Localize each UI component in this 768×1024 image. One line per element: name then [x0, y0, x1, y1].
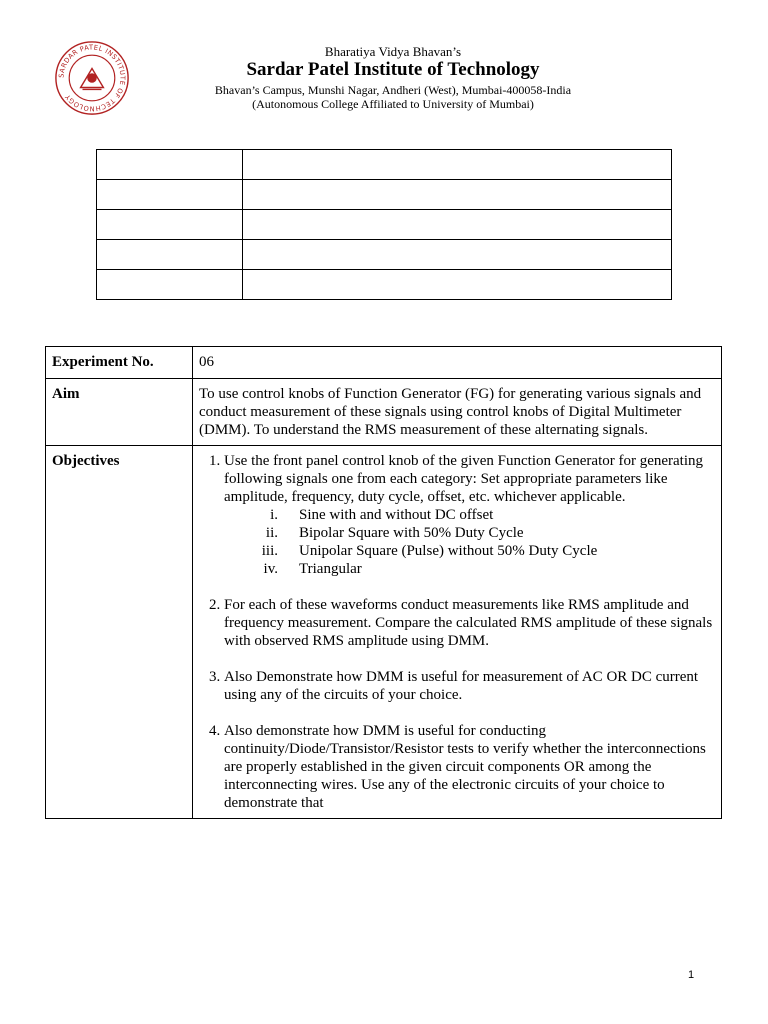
objective-item: 2. For each of these waveforms conduct measurements like RMS amplitude and frequency measurement. Compare the calculated RMS amplitude of these signals with observed RMS amplitude using DMM. — [224, 596, 715, 650]
info-label-cell — [97, 180, 243, 210]
objective-item: 3. Also Demonstrate how DMM is useful for measurement of AC OR DC current using any of the circuits of your choice. — [224, 668, 715, 704]
info-value-cell — [243, 150, 672, 180]
info-label-cell — [97, 210, 243, 240]
table-row — [97, 150, 672, 180]
table-row — [46, 347, 722, 379]
experiment-table — [45, 346, 722, 819]
objectives-list — [199, 452, 715, 812]
experiment-no-label: Experiment No. — [46, 347, 193, 379]
signal-text: Bipolar Square with 50% Duty Cycle — [299, 525, 524, 541]
signal-number: ii. — [265, 525, 278, 541]
svg-text:SARDAR PATEL INSTITUTE OF TECH: SARDAR PATEL INSTITUTE OF TECHNOLOGY — [57, 43, 127, 113]
objective-item — [224, 452, 715, 578]
aim-text: To use control knobs of Function Generator (FG) for generating various signals and conduct measurement of these signals using control knobs of Digital Multimeter (DMM). To understand the RMS measurement of these alternating signals. — [193, 379, 722, 446]
signal-number: i. — [270, 507, 278, 523]
signal-number: iv. — [263, 561, 278, 577]
header-organization: Bharatiya Vidya Bhavan’s — [324, 44, 462, 59]
info-value-cell — [243, 240, 672, 270]
aim-label: Aim — [46, 379, 193, 446]
objective-item: 4. Also demonstrate how DMM is useful for conducting continuity/Diode/Transistor/Resistor tests to verify whether the interconnections are properly established in the given circuit components OR among the interconnecting wires. Use any of the electronic circuits of your choice to demonstrate that — [224, 722, 715, 812]
institute-affiliation: (Autonomous College Affiliated to University of Mumbai) — [252, 97, 534, 111]
signal-number: iii. — [261, 543, 278, 559]
objectives-label: Objectives — [46, 446, 193, 819]
signal-item — [224, 560, 715, 578]
signal-text: Unipolar Square (Pulse) without 50% Duty Cycle — [299, 543, 598, 559]
info-value-cell — [243, 210, 672, 240]
student-info-table — [96, 149, 672, 300]
info-label-cell — [97, 240, 243, 270]
table-row — [97, 210, 672, 240]
objective-text: Use the front panel control knob of the given Function Generator for generating following signals one from each category: Set appropriate parameters like amplitude, frequency, duty cycle, offset, etc. whichever applicable. — [224, 453, 704, 505]
objectives-cell — [193, 446, 722, 819]
institute-address: Bhavan’s Campus, Munshi Nagar, Andheri (West), Mumbai-400058-India — [214, 83, 572, 97]
signal-text: Sine with and without DC offset — [299, 507, 494, 523]
table-row — [97, 240, 672, 270]
info-value-cell — [243, 180, 672, 210]
info-label-cell — [97, 150, 243, 180]
table-row — [46, 379, 722, 446]
institute-name: Sardar Patel Institute of Technology — [246, 59, 540, 80]
signal-list — [224, 506, 715, 578]
page-number: 1 — [688, 969, 695, 981]
signal-item — [224, 542, 715, 560]
signal-text: Triangular — [299, 561, 362, 577]
table-row — [97, 270, 672, 300]
info-value-cell — [243, 270, 672, 300]
table-row — [97, 180, 672, 210]
signal-item — [224, 506, 715, 524]
signal-item — [224, 524, 715, 542]
experiment-no-value: 06 — [193, 347, 722, 379]
table-row — [46, 446, 722, 819]
info-label-cell — [97, 270, 243, 300]
